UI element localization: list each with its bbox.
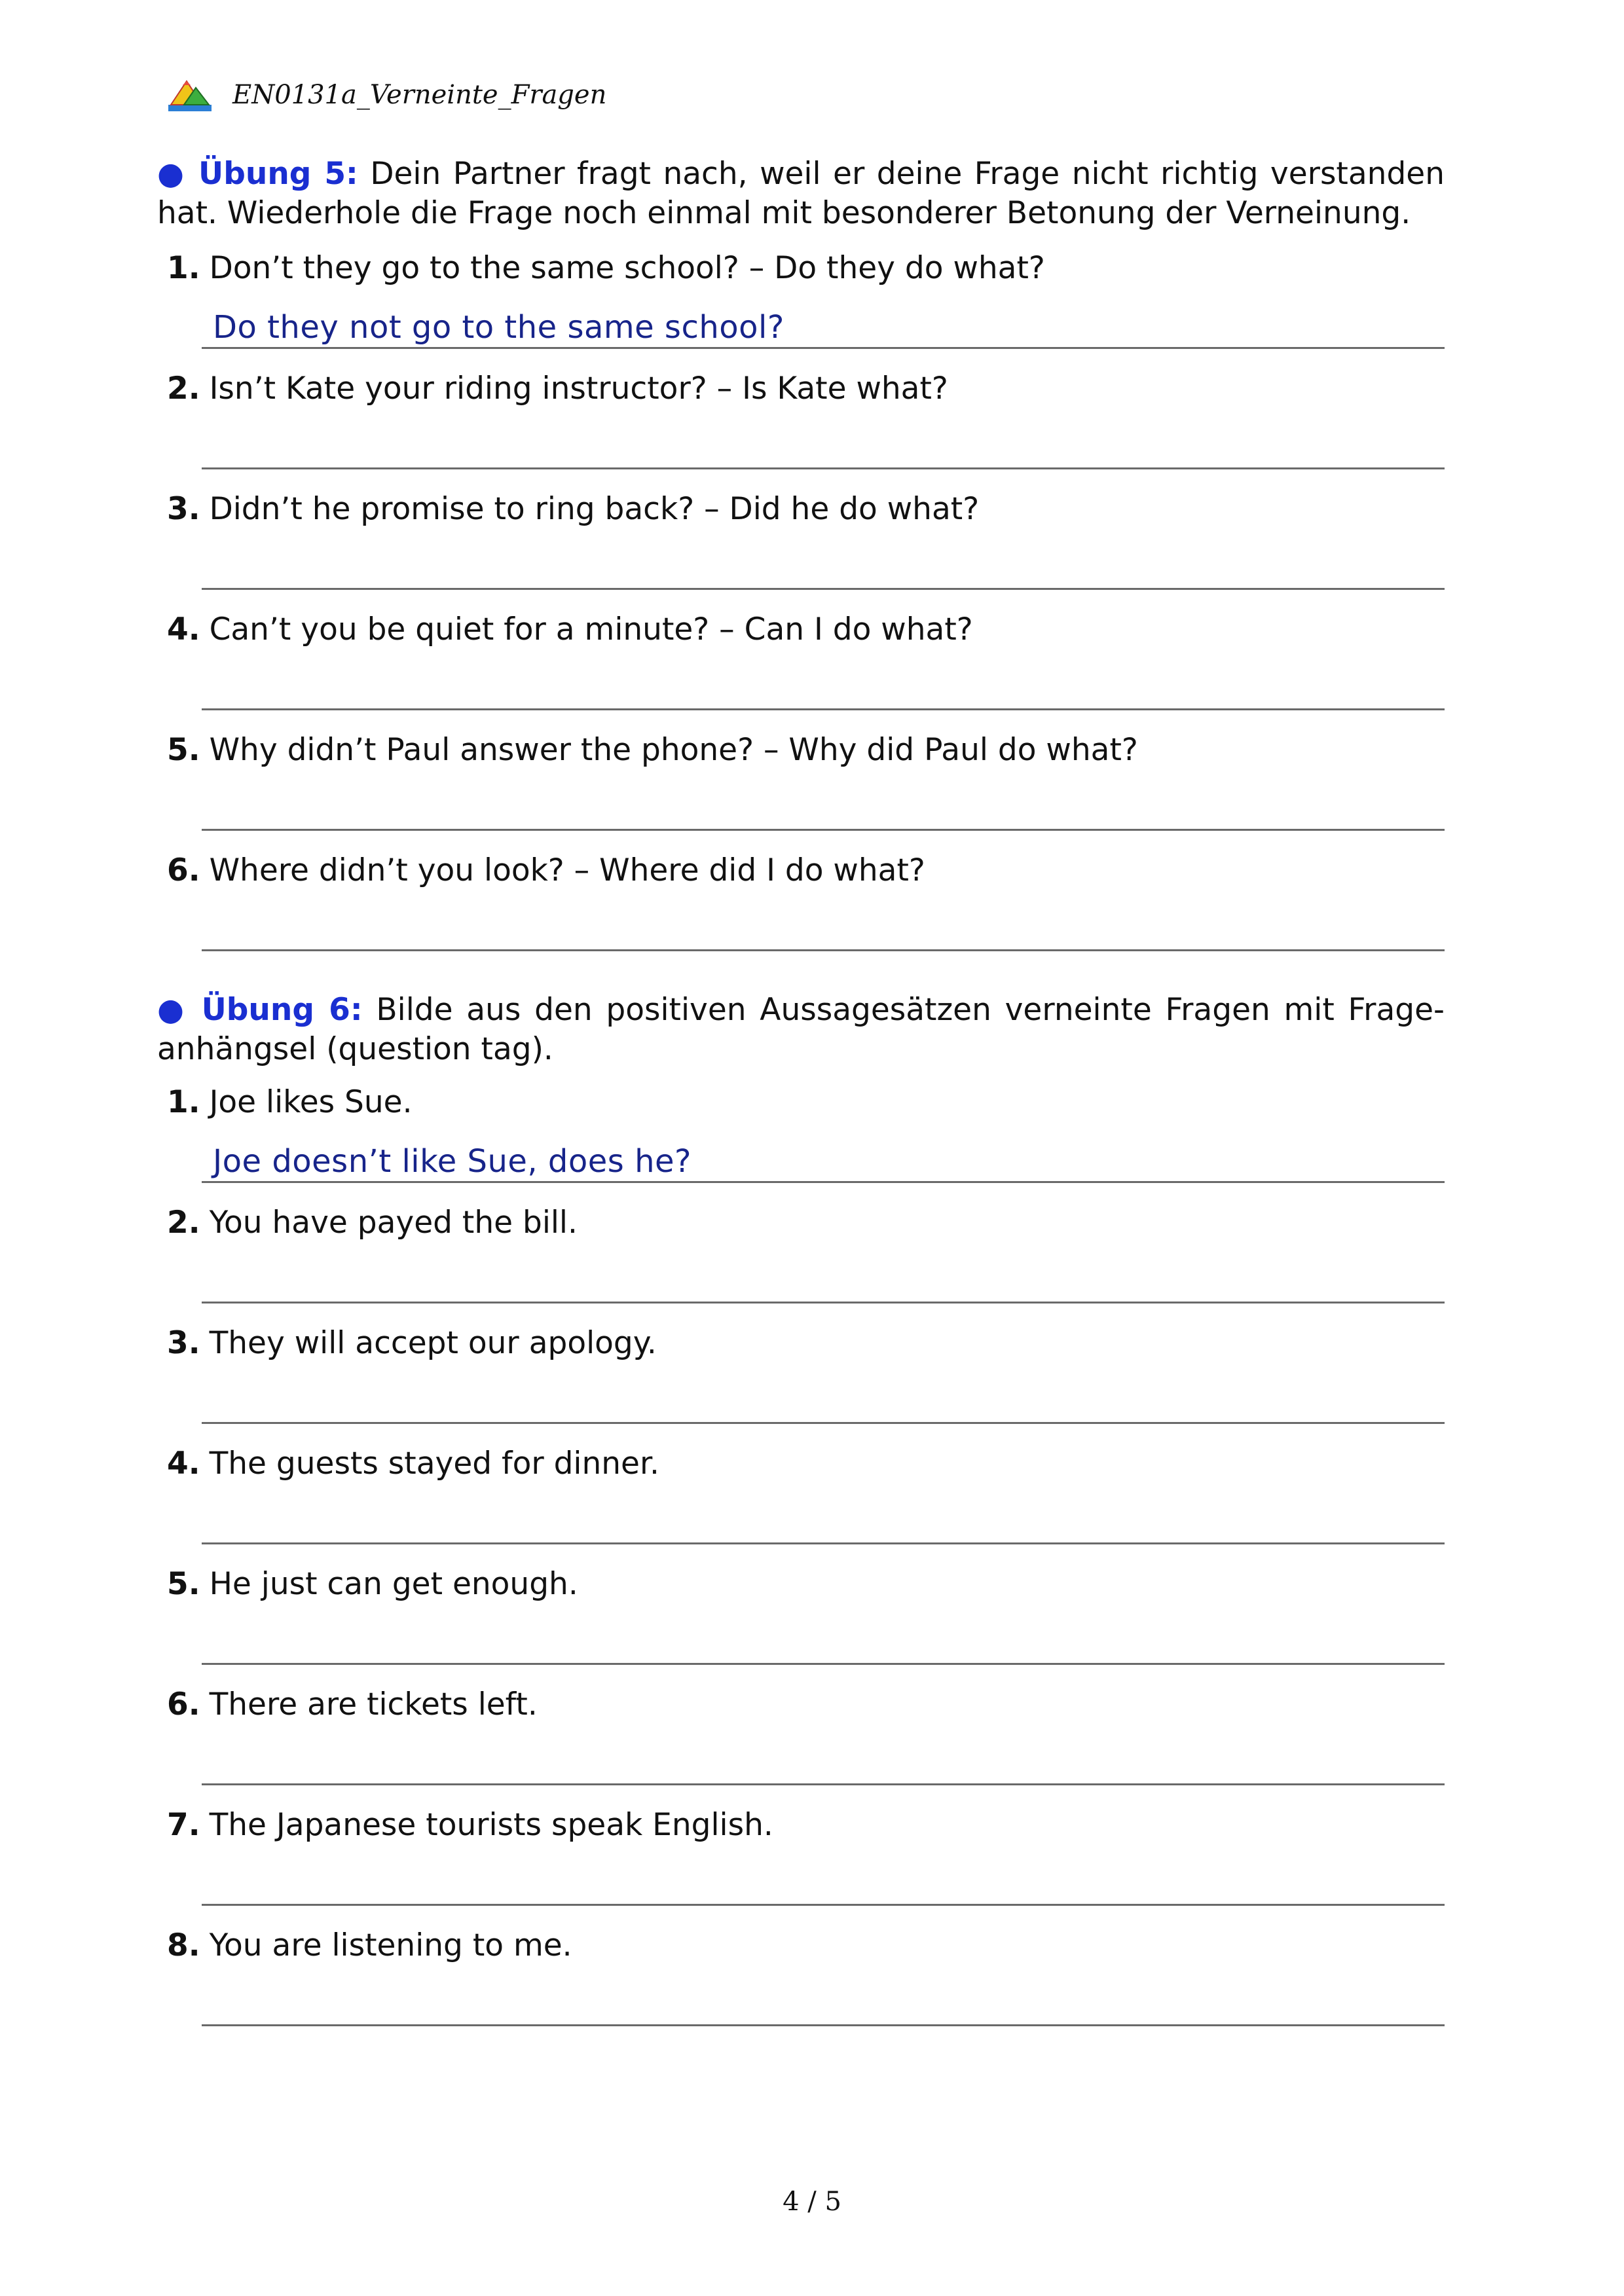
exercise-item (0, 731, 1624, 851)
question-text (167, 1565, 578, 1604)
question-text (167, 731, 1138, 770)
item-sentence: They will accept our apology. (209, 1325, 657, 1361)
exercise-item (0, 1203, 1624, 1324)
exercise-item (0, 1083, 1624, 1203)
item-sentence: There are tickets left. (209, 1686, 538, 1722)
item-number: 6. (167, 1686, 200, 1722)
question-text (167, 1444, 659, 1484)
item-number: 5. (167, 1566, 200, 1602)
item-number: 4. (167, 1446, 200, 1482)
item-sentence: Didn’t he promise to ring back? – Did he do what? (209, 491, 980, 527)
question-text (167, 851, 925, 890)
item-sentence: The guests stayed for dinner. (209, 1446, 659, 1482)
item-sentence: You have payed the bill. (209, 1205, 578, 1241)
answer-line (202, 1422, 1445, 1424)
question-text (167, 1926, 572, 1965)
exercise-item (0, 490, 1624, 610)
answer-line (202, 1302, 1445, 1303)
exercise-6-instruction (157, 991, 1445, 1069)
item-number: 2. (167, 1205, 200, 1241)
question-text (167, 610, 973, 649)
exercise-item (0, 610, 1624, 731)
item-number: 7. (167, 1807, 200, 1843)
exercise-item (0, 1806, 1624, 1926)
answer-line (202, 708, 1445, 710)
item-sentence: Joe likes Sue. (209, 1084, 413, 1120)
item-number: 1. (167, 250, 200, 286)
item-sentence: Isn’t Kate your riding instructor? – Is Kate what? (209, 371, 948, 407)
answer-line (202, 949, 1445, 951)
answer-line (202, 829, 1445, 831)
page-number: 4 / 5 (783, 2187, 841, 2217)
question-text (167, 1083, 413, 1122)
item-number: 8. (167, 1927, 200, 1963)
page-header (167, 72, 606, 118)
item-sentence: Where didn’t you look? – Where did I do what? (209, 852, 925, 888)
question-text (167, 1806, 773, 1845)
question-text (167, 249, 1045, 288)
item-sentence: Can’t you be quiet for a minute? – Can I do what? (209, 611, 973, 647)
question-text (167, 1685, 538, 1724)
answer-line (202, 467, 1445, 469)
exercise-item (0, 1926, 1624, 2047)
bullet-icon: ● (157, 992, 188, 1028)
answer-line (202, 588, 1445, 590)
question-text (167, 1203, 578, 1243)
bullet-icon: ● (157, 156, 187, 192)
item-sentence: Don’t they go to the same school? – Do they do what? (209, 250, 1045, 286)
answer-line (202, 1783, 1445, 1785)
answer-field[interactable]: Joe doesn’t like Sue, does he? (213, 1143, 692, 1180)
item-sentence: He just can get enough. (209, 1566, 578, 1602)
item-number: 3. (167, 491, 200, 527)
question-text (167, 490, 979, 529)
exercise-item (0, 851, 1624, 972)
answer-line (202, 1181, 1445, 1183)
answer-line (202, 347, 1445, 349)
item-sentence: The Japanese tourists speak English. (209, 1807, 773, 1843)
item-sentence: Why didn’t Paul answer the phone? – Why did Paul do what? (209, 732, 1138, 768)
item-number: 3. (167, 1325, 200, 1361)
exercise-item (0, 1685, 1624, 1806)
exercise-item (0, 1444, 1624, 1565)
exercise-6-label: Übung 6: (201, 992, 363, 1028)
exercise-item (0, 1324, 1624, 1444)
answer-line (202, 1663, 1445, 1665)
exercise-item (0, 1565, 1624, 1685)
item-number: 6. (167, 852, 200, 888)
item-number: 5. (167, 732, 200, 768)
question-text (167, 369, 948, 409)
exercise-item (0, 249, 1624, 369)
item-number: 4. (167, 611, 200, 647)
exercise-6-text: Bilde aus den positiven Aussagesätzen verneinte Fragen mit Frage-anhängsel (question tag). (157, 992, 1445, 1067)
item-number: 1. (167, 1084, 200, 1120)
mountain-logo-icon (167, 76, 213, 114)
item-number: 2. (167, 371, 200, 407)
answer-line (202, 1904, 1445, 1906)
item-sentence: You are listening to me. (209, 1927, 572, 1963)
exercise-item (0, 369, 1624, 490)
answer-field[interactable]: Do they not go to the same school? (213, 309, 784, 346)
question-text (167, 1324, 657, 1363)
answer-line (202, 2024, 1445, 2026)
document-title: EN0131a_Verneinte_Fragen (232, 80, 607, 110)
exercise-5-label: Übung 5: (198, 156, 358, 192)
exercise-5-text: Dein Partner fragt nach, weil er deine Frage nicht richtig verstanden hat. Wiederhole die Frage noch einmal mit besonderer Betonung der Verneinung. (157, 156, 1445, 231)
exercise-5-instruction (157, 155, 1445, 233)
answer-line (202, 1542, 1445, 1544)
